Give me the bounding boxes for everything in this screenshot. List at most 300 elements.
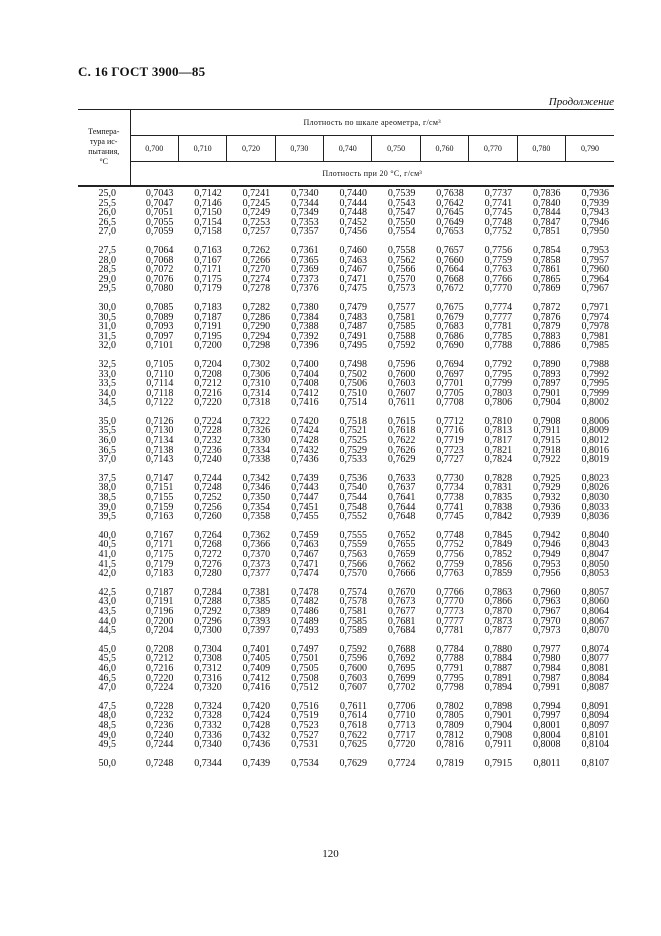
density-cell bbox=[372, 360, 420, 417]
density-cell bbox=[372, 702, 420, 759]
density-column-header: 0,730 bbox=[275, 135, 323, 161]
density-value: 0,7939 bbox=[581, 197, 609, 209]
density-value: 0,7536 bbox=[339, 472, 367, 484]
density-cell bbox=[227, 759, 275, 769]
density-value: 0,7175 bbox=[145, 549, 174, 560]
density-value: 0,7334 bbox=[242, 444, 271, 456]
density-cell bbox=[469, 474, 517, 531]
density-cell bbox=[324, 246, 372, 303]
density-value: 0,7416 bbox=[291, 397, 319, 409]
density-cell bbox=[275, 645, 323, 702]
density-value: 0,7901 bbox=[533, 387, 561, 399]
density-value: 0,7163 bbox=[194, 244, 222, 256]
density-value: 0,7886 bbox=[533, 340, 561, 352]
density-value: 0,7812 bbox=[436, 729, 464, 741]
density-value: 0,8016 bbox=[581, 444, 609, 456]
density-value: 0,7883 bbox=[533, 330, 561, 342]
density-value: 0,7224 bbox=[194, 415, 222, 427]
density-value: 0,7574 bbox=[339, 586, 367, 598]
density-cell bbox=[420, 588, 468, 645]
density-value: 0,7408 bbox=[291, 378, 319, 390]
temperature-value: 46,5 bbox=[98, 672, 116, 684]
density-cell bbox=[178, 246, 226, 303]
density-cell bbox=[324, 702, 372, 759]
temperature-value: 40,0 bbox=[98, 529, 116, 541]
density-value: 0,7692 bbox=[387, 653, 416, 665]
density-value: 0,7785 bbox=[484, 330, 513, 342]
density-20-header: Плотность при 20 °С, г/см³ bbox=[130, 161, 614, 185]
density-cell bbox=[517, 360, 565, 417]
temperature-value: 48,0 bbox=[98, 710, 116, 722]
density-value: 0,7918 bbox=[533, 444, 561, 456]
page-number: 120 bbox=[322, 848, 339, 860]
density-value: 0,7400 bbox=[291, 358, 319, 370]
density-value: 0,8064 bbox=[581, 605, 609, 617]
temperature-value: 30,0 bbox=[98, 301, 116, 313]
density-value: 0,7664 bbox=[436, 264, 464, 276]
density-value: 0,7266 bbox=[242, 254, 271, 266]
density-value: 0,7320 bbox=[194, 682, 222, 694]
temperature-value: 48,5 bbox=[98, 719, 116, 731]
density-value: 0,7887 bbox=[484, 662, 513, 674]
density-value: 0,7236 bbox=[194, 444, 222, 456]
density-value: 0,7392 bbox=[291, 330, 319, 342]
table-header bbox=[78, 110, 614, 186]
density-value: 0,7745 bbox=[484, 207, 513, 219]
density-cell bbox=[420, 417, 468, 474]
density-value: 0,7562 bbox=[387, 254, 416, 266]
temperature-value: 25,0 bbox=[98, 188, 116, 199]
density-value: 0,7618 bbox=[387, 425, 416, 437]
density-value: 0,7795 bbox=[436, 672, 464, 684]
density-value: 0,7362 bbox=[242, 529, 271, 541]
density-value: 0,7328 bbox=[194, 710, 222, 722]
density-value: 0,7791 bbox=[436, 662, 464, 674]
density-cell bbox=[566, 417, 614, 474]
density-value: 0,7452 bbox=[339, 216, 367, 228]
density-value: 0,7813 bbox=[484, 425, 513, 437]
density-value: 0,7870 bbox=[484, 605, 513, 617]
temperature-value: 41,0 bbox=[98, 549, 116, 560]
density-cell bbox=[178, 531, 226, 588]
density-value: 0,7629 bbox=[339, 757, 367, 769]
density-value: 0,7412 bbox=[242, 672, 271, 684]
density-value: 0,7706 bbox=[387, 700, 416, 712]
density-value: 0,7596 bbox=[339, 653, 367, 665]
density-value: 0,7487 bbox=[339, 321, 367, 333]
density-value: 0,7770 bbox=[484, 283, 513, 295]
density-value: 0,7432 bbox=[291, 444, 319, 456]
density-value: 0,8057 bbox=[581, 586, 609, 598]
table-row-group bbox=[78, 759, 614, 769]
density-cell bbox=[372, 246, 420, 303]
density-cell bbox=[275, 246, 323, 303]
temperature-value: 39,0 bbox=[98, 501, 116, 513]
density-value: 0,7798 bbox=[436, 682, 464, 694]
density-value: 0,7163 bbox=[145, 511, 174, 523]
density-value: 0,7451 bbox=[291, 501, 319, 513]
density-value: 0,7292 bbox=[194, 605, 222, 617]
density-value: 0,7525 bbox=[339, 435, 367, 447]
density-value: 0,7236 bbox=[145, 719, 174, 731]
density-value: 0,7854 bbox=[533, 244, 561, 256]
temperature-cell bbox=[78, 360, 130, 417]
density-value: 0,7158 bbox=[194, 226, 222, 238]
density-value: 0,7324 bbox=[194, 700, 222, 712]
temperature-value: 49,0 bbox=[98, 729, 116, 741]
density-value: 0,7444 bbox=[339, 197, 367, 209]
density-value: 0,7272 bbox=[194, 549, 222, 560]
density-value: 0,7859 bbox=[484, 568, 513, 580]
density-value: 0,7171 bbox=[194, 264, 222, 276]
temperature-value: 47,0 bbox=[98, 682, 116, 694]
density-cell bbox=[372, 531, 420, 588]
density-value: 0,7835 bbox=[484, 492, 513, 504]
density-value: 0,7294 bbox=[242, 330, 271, 342]
density-value: 0,7240 bbox=[194, 454, 222, 466]
density-value: 0,7741 bbox=[484, 197, 513, 209]
density-value: 0,7340 bbox=[194, 739, 222, 751]
density-cell bbox=[178, 189, 226, 246]
density-column-header: 0,710 bbox=[178, 135, 226, 161]
density-value: 0,7381 bbox=[242, 586, 271, 598]
density-value: 0,7159 bbox=[145, 501, 174, 513]
density-cell bbox=[227, 645, 275, 702]
density-value: 0,7908 bbox=[533, 415, 561, 427]
temperature-cell bbox=[78, 702, 130, 759]
density-value: 0,7675 bbox=[436, 301, 464, 313]
density-value: 0,7852 bbox=[484, 549, 513, 560]
density-value: 0,7802 bbox=[436, 700, 464, 712]
density-value: 0,7543 bbox=[387, 197, 416, 209]
density-value: 0,7957 bbox=[581, 254, 609, 266]
density-value: 0,7994 bbox=[533, 700, 561, 712]
density-cell bbox=[566, 531, 614, 588]
density-value: 0,7932 bbox=[533, 492, 561, 504]
density-value: 0,7766 bbox=[436, 586, 464, 598]
density-value: 0,7554 bbox=[387, 226, 416, 238]
density-value: 0,7252 bbox=[194, 492, 222, 504]
density-cell bbox=[324, 303, 372, 360]
density-value: 0,7072 bbox=[145, 264, 174, 276]
density-value: 0,7134 bbox=[145, 435, 174, 447]
density-value: 0,7980 bbox=[533, 653, 561, 665]
density-value: 0,7240 bbox=[145, 729, 174, 741]
table-row-group bbox=[78, 702, 614, 759]
density-value: 0,8084 bbox=[581, 672, 609, 684]
density-value: 0,7118 bbox=[146, 387, 174, 399]
density-cell bbox=[469, 417, 517, 474]
density-value: 0,7844 bbox=[533, 207, 561, 219]
density-columns-row bbox=[78, 135, 614, 161]
density-value: 0,7633 bbox=[387, 472, 416, 484]
table-row-group bbox=[78, 588, 614, 645]
density-value: 0,7389 bbox=[242, 605, 271, 617]
density-value: 0,7154 bbox=[194, 216, 222, 228]
density-value: 0,7734 bbox=[436, 482, 464, 494]
table-row-group bbox=[78, 360, 614, 417]
density-value: 0,7216 bbox=[194, 387, 222, 399]
density-value: 0,7342 bbox=[242, 472, 271, 484]
temperature-cell bbox=[78, 588, 130, 645]
density-value: 0,7436 bbox=[291, 454, 319, 466]
density-value: 0,7396 bbox=[291, 340, 319, 352]
density-value: 0,7657 bbox=[436, 244, 464, 256]
density-value: 0,7588 bbox=[387, 330, 416, 342]
density-value: 0,7051 bbox=[145, 207, 174, 219]
density-value: 0,7645 bbox=[436, 207, 464, 219]
density-value: 0,7183 bbox=[194, 301, 222, 313]
density-value: 0,7805 bbox=[436, 710, 464, 722]
density-value: 0,7880 bbox=[484, 643, 513, 655]
density-value: 0,7858 bbox=[533, 254, 561, 266]
density-value: 0,7175 bbox=[194, 273, 222, 285]
density-value: 0,7922 bbox=[533, 454, 561, 466]
density-value: 0,7179 bbox=[194, 283, 222, 295]
density-value: 0,7224 bbox=[145, 682, 174, 694]
density-value: 0,7712 bbox=[436, 415, 464, 427]
density-value: 0,7463 bbox=[291, 539, 319, 551]
density-value: 0,7456 bbox=[339, 226, 367, 238]
density-cell bbox=[324, 588, 372, 645]
density-cell bbox=[420, 189, 468, 246]
density-value: 0,7531 bbox=[291, 739, 319, 751]
density-value: 0,7840 bbox=[533, 197, 561, 209]
density-value: 0,7312 bbox=[194, 662, 222, 674]
density-value: 0,7915 bbox=[484, 757, 513, 769]
density-value: 0,7330 bbox=[242, 435, 271, 447]
density-value: 0,7653 bbox=[436, 226, 464, 238]
temperature-value: 43,5 bbox=[98, 605, 116, 617]
density-value: 0,7474 bbox=[291, 568, 319, 580]
density-value: 0,7670 bbox=[387, 586, 416, 598]
density-value: 0,7150 bbox=[194, 207, 222, 219]
density-value: 0,7276 bbox=[194, 558, 222, 570]
density-value: 0,7777 bbox=[484, 311, 513, 323]
density-value: 0,7828 bbox=[484, 472, 513, 484]
density-value: 0,7774 bbox=[484, 301, 513, 313]
density-value: 0,7097 bbox=[145, 330, 174, 342]
temperature-value: 26,5 bbox=[98, 216, 116, 228]
density-value: 0,7756 bbox=[436, 549, 464, 560]
density-value: 0,7187 bbox=[145, 586, 174, 598]
density-value: 0,7533 bbox=[339, 454, 367, 466]
temperature-value: 34,5 bbox=[98, 397, 116, 409]
density-value: 0,7611 bbox=[388, 397, 416, 409]
density-value: 0,7489 bbox=[291, 615, 319, 627]
density-value: 0,8009 bbox=[581, 425, 609, 437]
density-value: 0,7244 bbox=[145, 739, 174, 751]
density-value: 0,8008 bbox=[533, 739, 561, 751]
density-value: 0,7491 bbox=[339, 330, 367, 342]
temperature-value: 44,0 bbox=[98, 615, 116, 627]
density-value: 0,7611 bbox=[339, 700, 367, 712]
density-value: 0,8026 bbox=[581, 482, 609, 494]
density-value: 0,7759 bbox=[436, 558, 464, 570]
density-value: 0,7891 bbox=[484, 672, 513, 684]
density-value: 0,7894 bbox=[484, 682, 513, 694]
temperature-value: 46,0 bbox=[98, 662, 116, 674]
density-value: 0,8012 bbox=[581, 435, 609, 447]
density-value: 0,7306 bbox=[242, 368, 271, 380]
table-row-group bbox=[78, 303, 614, 360]
density-value: 0,7973 bbox=[533, 625, 561, 637]
density-cell bbox=[275, 474, 323, 531]
density-value: 0,7262 bbox=[242, 244, 271, 256]
density-value: 0,7167 bbox=[145, 529, 174, 541]
density-value: 0,7143 bbox=[145, 454, 174, 466]
density-value: 0,7280 bbox=[194, 568, 222, 580]
page-header: С. 16 ГОСТ 3900—85 bbox=[78, 64, 206, 79]
density-column-header: 0,750 bbox=[372, 135, 420, 161]
density-cell bbox=[130, 759, 178, 769]
density-value: 0,7942 bbox=[533, 529, 561, 541]
density-value: 0,7648 bbox=[387, 511, 416, 523]
density-value: 0,7300 bbox=[194, 625, 222, 637]
density-value: 0,7581 bbox=[339, 605, 367, 617]
density-cell bbox=[178, 588, 226, 645]
density-value: 0,7581 bbox=[387, 311, 416, 323]
density-value: 0,7550 bbox=[387, 216, 416, 228]
density-value: 0,7248 bbox=[145, 757, 174, 769]
density-value: 0,7443 bbox=[291, 482, 319, 494]
density-cell bbox=[566, 474, 614, 531]
density-value: 0,8077 bbox=[581, 653, 609, 665]
density-value: 0,7953 bbox=[581, 244, 609, 256]
temperature-cell bbox=[78, 645, 130, 702]
temperature-value: 45,0 bbox=[98, 643, 116, 655]
density-value: 0,7607 bbox=[339, 682, 367, 694]
density-value: 0,7784 bbox=[436, 643, 464, 655]
table-row-group bbox=[78, 246, 614, 303]
density-value: 0,7792 bbox=[484, 358, 513, 370]
density-value: 0,7439 bbox=[242, 757, 271, 769]
density-value: 0,7241 bbox=[242, 188, 271, 199]
density-cell bbox=[275, 588, 323, 645]
density-value: 0,7409 bbox=[242, 662, 271, 674]
density-value: 0,7851 bbox=[533, 226, 561, 238]
density-value: 0,8087 bbox=[581, 682, 609, 694]
density-cell bbox=[517, 246, 565, 303]
density-value: 0,7766 bbox=[484, 273, 513, 285]
density-value: 0,7228 bbox=[194, 425, 222, 437]
density-value: 0,7898 bbox=[484, 700, 513, 712]
density-value: 0,7519 bbox=[291, 710, 319, 722]
density-value: 0,7377 bbox=[242, 568, 271, 580]
density-value: 0,7151 bbox=[145, 482, 174, 494]
density-cell bbox=[420, 360, 468, 417]
density-cell bbox=[324, 759, 372, 769]
density-cell bbox=[469, 702, 517, 759]
density-value: 0,7999 bbox=[581, 387, 609, 399]
density-value: 0,7629 bbox=[387, 454, 416, 466]
density-value: 0,7563 bbox=[339, 549, 367, 560]
density-value: 0,7412 bbox=[291, 387, 319, 399]
temperature-value: 29,0 bbox=[98, 273, 116, 285]
density-value: 0,7705 bbox=[436, 387, 464, 399]
density-value: 0,8053 bbox=[581, 568, 609, 580]
density-value: 0,7316 bbox=[194, 672, 222, 684]
density-cell bbox=[324, 417, 372, 474]
density-cell bbox=[227, 588, 275, 645]
density-cell bbox=[178, 360, 226, 417]
density-value: 0,7884 bbox=[484, 653, 513, 665]
temperature-value: 42,0 bbox=[98, 568, 116, 580]
density-value: 0,7064 bbox=[145, 244, 174, 256]
density-value: 0,7893 bbox=[533, 368, 561, 380]
density-value: 0,7570 bbox=[387, 273, 416, 285]
table-row-group bbox=[78, 474, 614, 531]
density-value: 0,7615 bbox=[387, 415, 416, 427]
density-value: 0,7666 bbox=[387, 568, 416, 580]
density-value: 0,7673 bbox=[387, 596, 416, 608]
density-cell bbox=[130, 246, 178, 303]
density-value: 0,7836 bbox=[533, 188, 561, 199]
temperature-value: 33,5 bbox=[98, 378, 116, 390]
density-value: 0,7338 bbox=[242, 454, 271, 466]
density-value: 0,7716 bbox=[436, 425, 464, 437]
density-value: 0,7803 bbox=[484, 387, 513, 399]
density-cell bbox=[517, 303, 565, 360]
density-scale-header: Плотность по шкале ареометра, г/см³ bbox=[130, 110, 614, 135]
density-value: 0,8043 bbox=[581, 539, 609, 551]
density-value: 0,7603 bbox=[339, 672, 367, 684]
density-cell bbox=[227, 702, 275, 759]
density-table-body bbox=[78, 189, 614, 768]
density-value: 0,7428 bbox=[242, 719, 271, 731]
density-value: 0,7220 bbox=[194, 397, 222, 409]
density-value: 0,7570 bbox=[339, 568, 367, 580]
density-cell bbox=[275, 759, 323, 769]
density-value: 0,7795 bbox=[484, 368, 513, 380]
density-value: 0,7076 bbox=[145, 273, 174, 285]
density-value: 0,7773 bbox=[436, 605, 464, 617]
density-value: 0,7710 bbox=[387, 710, 416, 722]
density-cell bbox=[178, 303, 226, 360]
density-cell bbox=[130, 474, 178, 531]
density-value: 0,7681 bbox=[387, 615, 416, 627]
density-value: 0,7318 bbox=[242, 397, 271, 409]
density-cell bbox=[566, 588, 614, 645]
density-value: 0,7741 bbox=[436, 501, 464, 513]
density-value: 0,7055 bbox=[145, 216, 174, 228]
density-value: 0,7502 bbox=[339, 368, 367, 380]
density-value: 0,8033 bbox=[581, 501, 609, 513]
density-value: 0,8001 bbox=[533, 719, 561, 731]
density-value: 0,7068 bbox=[145, 254, 174, 266]
density-value: 0,7770 bbox=[436, 596, 464, 608]
density-cell bbox=[324, 360, 372, 417]
density-value: 0,7298 bbox=[242, 340, 271, 352]
density-value: 0,7985 bbox=[581, 340, 609, 352]
density-value: 0,7737 bbox=[484, 188, 513, 199]
density-value: 0,7404 bbox=[291, 368, 319, 380]
density-value: 0,7493 bbox=[291, 625, 319, 637]
density-value: 0,7977 bbox=[533, 643, 561, 655]
density-value: 0,7695 bbox=[387, 662, 416, 674]
density-value: 0,7856 bbox=[484, 558, 513, 570]
density-value: 0,8019 bbox=[581, 454, 609, 466]
density-cell bbox=[517, 588, 565, 645]
density-cell bbox=[227, 360, 275, 417]
density-value: 0,7455 bbox=[291, 511, 319, 523]
density-value: 0,7460 bbox=[339, 244, 367, 256]
density-value: 0,7486 bbox=[291, 605, 319, 617]
density-value: 0,7890 bbox=[533, 358, 561, 370]
density-value: 0,7220 bbox=[145, 672, 174, 684]
density-value: 0,7967 bbox=[533, 605, 561, 617]
density-value: 0,7592 bbox=[339, 643, 367, 655]
